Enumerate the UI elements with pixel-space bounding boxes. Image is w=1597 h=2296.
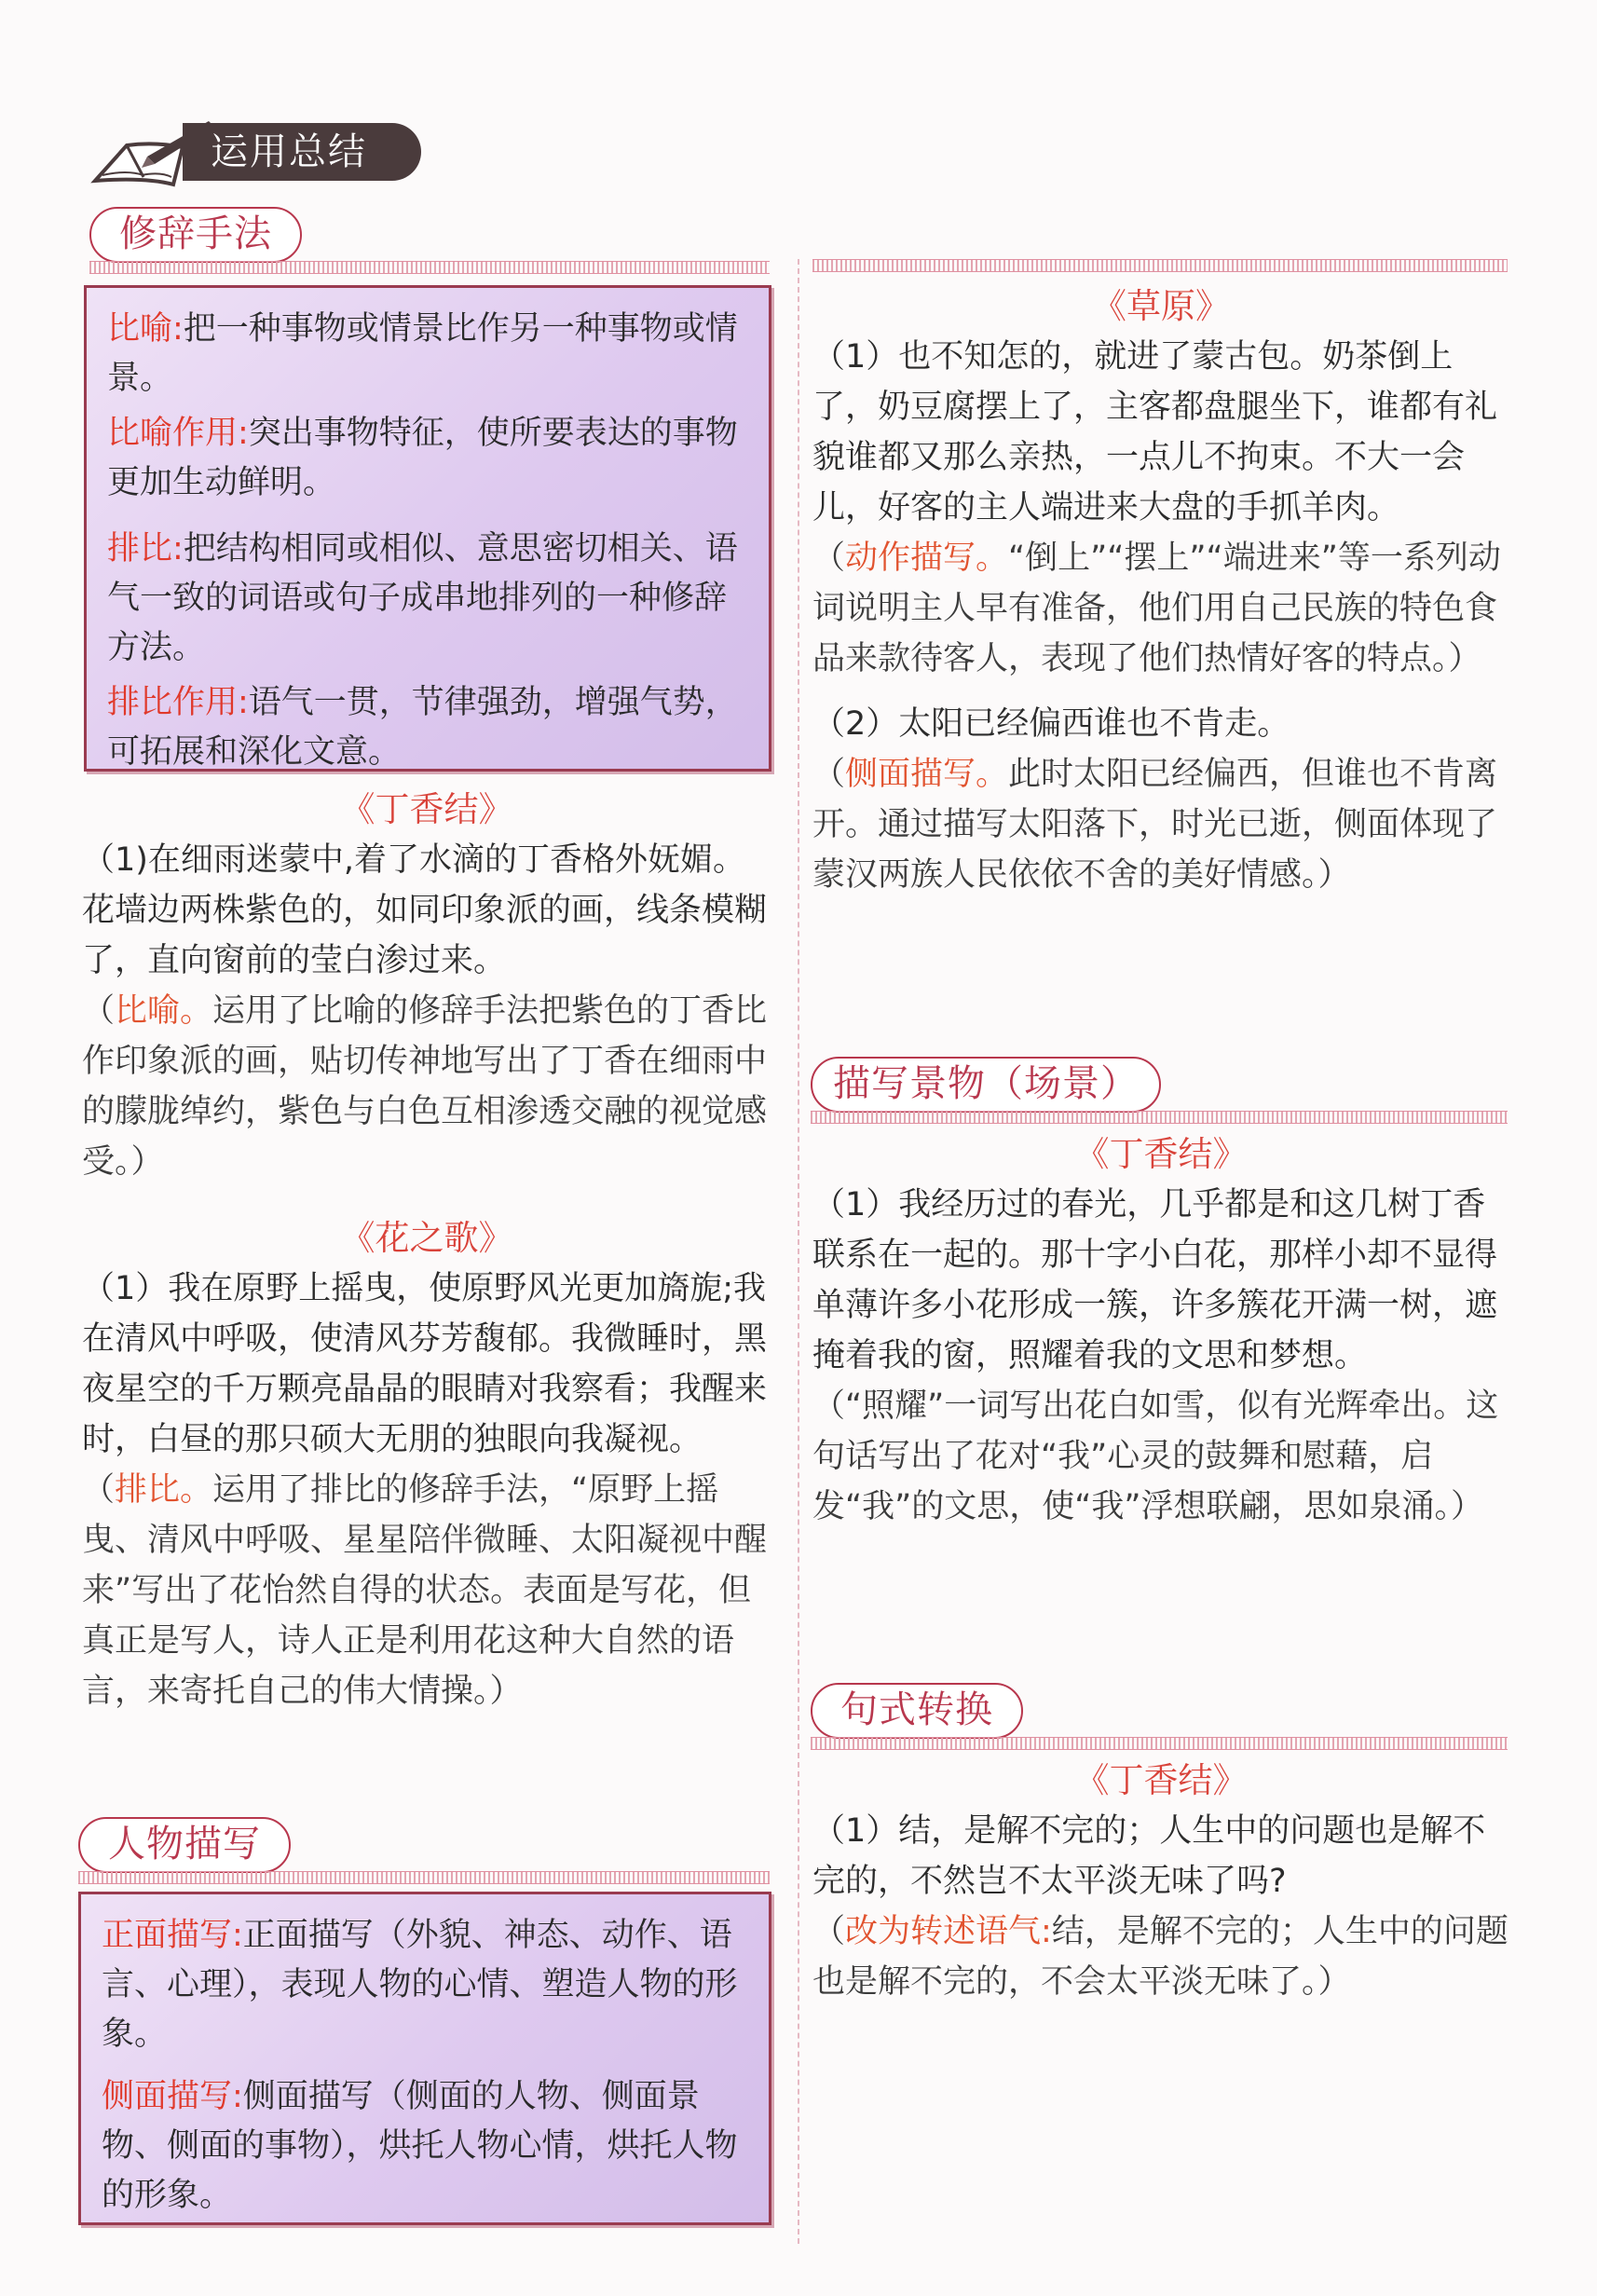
book-title: 《丁香结》 — [1074, 1760, 1248, 1800]
def-parallel: 把结构相同或相似、意思密切相关、语气一致的词语或句子成串地排列的一种修辞方法。 — [107, 530, 738, 666]
note-label: 动作描写。 — [845, 540, 1009, 577]
section-rule — [78, 1871, 770, 1884]
term-parallel: 排比: — [107, 530, 184, 567]
def-simile: 把一种事物或情景比作另一种事物或情景。 — [107, 310, 738, 397]
note-open: （ — [812, 1913, 846, 1950]
analysis-note — [82, 1465, 771, 1716]
note-open: （ — [812, 540, 846, 577]
analysis-note — [812, 749, 1509, 900]
section-rule — [812, 259, 1508, 272]
section-rule — [811, 1111, 1508, 1124]
lilac-block — [82, 785, 771, 1187]
quote-text: （1)在细雨迷蒙中,着了水滴的丁香格外妩媚。花墙边两株紫色的，如同印象派的画，线条模糊了，直向窗前的莹白渗过来。 — [82, 841, 768, 979]
def-direct: 正面描写（外貌、神态、动作、语言、心理），表现人物的心情、塑造人物的形象。 — [102, 1917, 738, 2053]
term-parallel-use: 排比作用: — [107, 684, 249, 721]
section-title: 修辞手法 — [89, 207, 302, 263]
header-banner — [89, 116, 425, 184]
rhetoric-definition-box — [84, 285, 771, 772]
column-divider — [798, 259, 799, 2244]
def-simile-use: 突出事物特征，使所要表达的事物更加生动鲜明。 — [107, 415, 738, 501]
note-text: 此时太阳已经偏西，但谁也不肯离开。通过描写太阳落下，时光已逝，侧面体现了蒙汉两族人民依依不舍的美好情感。） — [812, 756, 1498, 894]
quote-text: （1）我经历过的春光，几乎都是和这几树丁香联系在一起的。那十字小白花，那样小却不显得单薄许多小花形成一簇，许多簇花开满一树，遮掩着我的窗，照耀着我的文思和梦想。 — [812, 1186, 1498, 1374]
analysis-note: （“照耀”一词写出花白如雪，似有光辉牵出。这句话写出了花对“我”心灵的鼓舞和慰藉，启发“我”的文思，使“我”浮想联翩，思如泉涌。） — [812, 1387, 1499, 1525]
term-simile: 比喻: — [107, 310, 184, 348]
note-text: 运用了比喻的修辞手法把紫色的丁香比作印象派的画，贴切传神地写出了丁香在细雨中的朦胧绰约，紫色与白色互相渗透交融的视觉感受。） — [82, 992, 768, 1181]
analysis-note — [812, 533, 1509, 684]
analysis-note — [82, 986, 771, 1187]
scenery-block — [812, 1129, 1509, 1532]
section-title: 描写景物（场景） — [811, 1057, 1161, 1113]
section-heading-rhetoric — [89, 207, 302, 263]
section-heading-scenery — [811, 1057, 1161, 1113]
quote-text: （1）结，是解不完的；人生中的问题也是解不完的，不然岂不太平淡无味了吗? — [812, 1812, 1486, 1900]
note-label: 侧面描写。 — [845, 756, 1009, 793]
section-heading-sentence — [811, 1683, 1023, 1739]
book-title: 《丁香结》 — [340, 789, 513, 829]
book-title: 《丁香结》 — [1074, 1134, 1248, 1174]
section-title: 人物描写 — [78, 1817, 291, 1873]
sentence-block — [812, 1756, 1509, 2007]
term-direct: 正面描写: — [102, 1917, 243, 1954]
section-rule — [811, 1737, 1508, 1750]
note-label: 改为转述语气: — [845, 1913, 1052, 1950]
note-text: 运用了排比的修辞手法，“原野上摇曳、清风中呼吸、星星陪伴微睡、太阳凝视中醒来”写出了花怡然自得的状态。表面是写花，但真正是写人，诗人正是利用花这种大自然的语言，来寄托自己的伟大情操。） — [82, 1471, 768, 1710]
book-title: 《草原》 — [1092, 286, 1230, 326]
note-open: （ — [82, 1471, 116, 1509]
note-text: 结，是解不完的；人生中的问题也是解不完的，不会太平淡无味了。） — [812, 1913, 1508, 2001]
flower-song-block — [82, 1213, 771, 1716]
note-text: “倒上”“摆上”“端进来”等一系列动词说明主人早有准备，他们用自己民族的特色食品来款待客人，表现了他们热情好客的特点。） — [812, 540, 1501, 677]
note-open: （ — [82, 992, 116, 1030]
book-title: 《花之歌》 — [340, 1218, 513, 1258]
section-heading-character — [78, 1817, 291, 1873]
analysis-note — [812, 1906, 1509, 2007]
section-title: 句式转换 — [811, 1683, 1023, 1739]
note-open: （ — [812, 756, 846, 793]
term-side: 侧面描写: — [102, 2078, 243, 2115]
note-label: 比喻。 — [115, 992, 213, 1030]
def-side: 侧面描写（侧面的人物、侧面景物、侧面的事物），烘托人物心情，烘托人物的形象。 — [102, 2078, 738, 2214]
character-definition-box — [78, 1892, 771, 2225]
term-simile-use: 比喻作用: — [107, 415, 249, 452]
quote-text: （2）太阳已经偏西谁也不肯走。 — [812, 705, 1290, 743]
def-parallel-use: 语气一贯，节律强劲，增强气势，可拓展和深化文意。 — [107, 684, 738, 771]
quote-text: （1）我在原野上摇曳，使原野风光更加旖旎;我在清风中呼吸，使清风芬芳馥郁。我微睡时，黑夜星空的千万颗亮晶晶的眼睛对我察看；我醒来时，白昼的那只硕大无朋的独眼向我凝视。 — [82, 1270, 768, 1458]
quote-text: （1）也不知怎的，就进了蒙古包。奶茶倒上了，奶豆腐摆上了，主客都盘腿坐下，谁都有礼貌谁都又那么亲热，一点儿不拘束。不大一会儿，好客的主人端进来大盘的手抓羊肉。 — [812, 338, 1498, 526]
grassland-block — [812, 281, 1509, 900]
page-title: 运用总结 — [211, 130, 367, 173]
note-label: 排比。 — [115, 1471, 213, 1509]
section-rule — [89, 261, 770, 274]
